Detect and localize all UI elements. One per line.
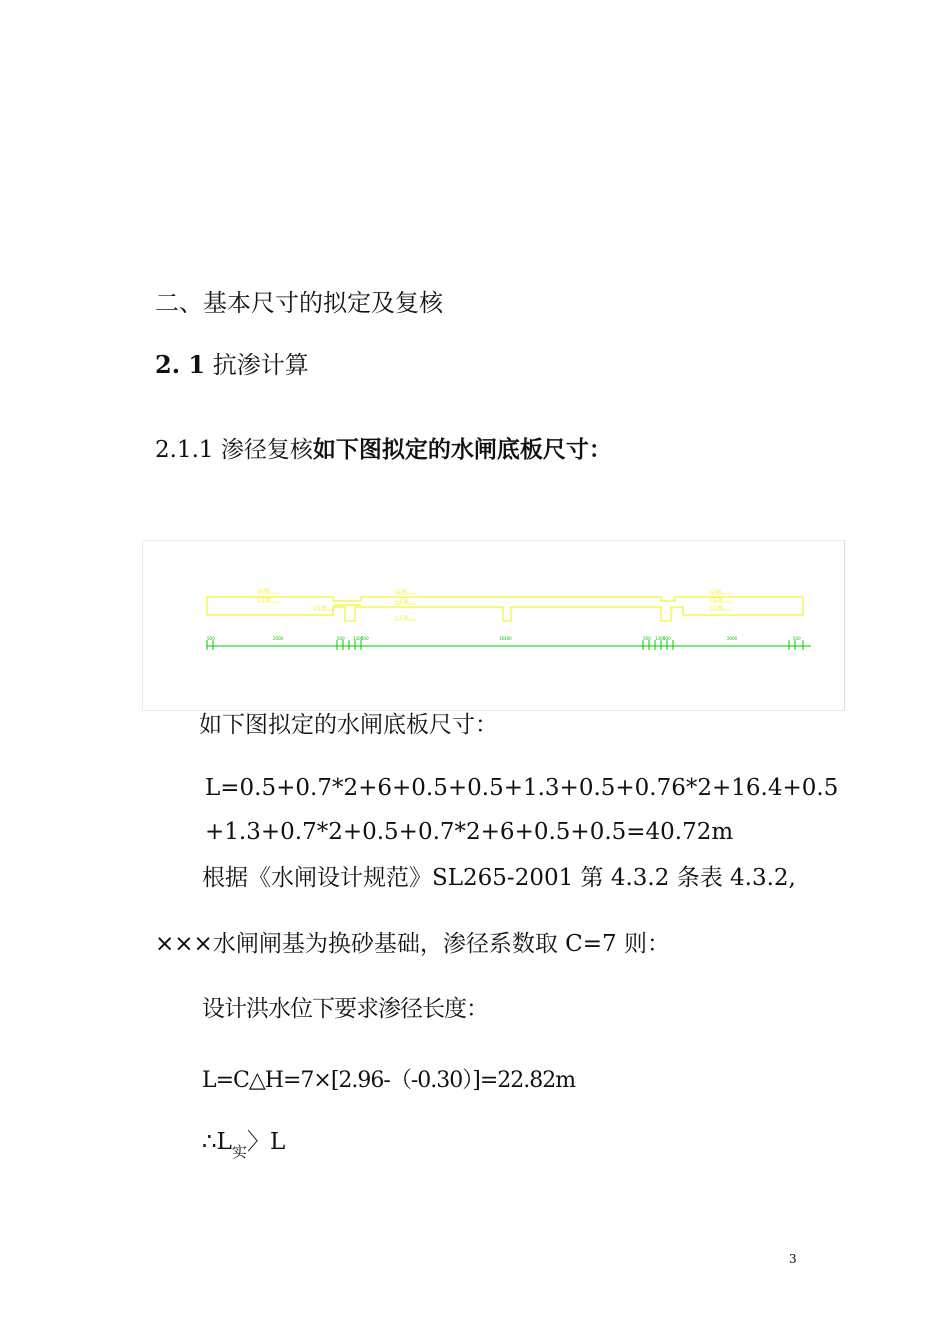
cad-drawing-svg bbox=[143, 541, 846, 712]
page-number: 3 bbox=[789, 1252, 797, 1266]
p2-e: 条表 bbox=[669, 865, 731, 891]
subsection-heading bbox=[155, 350, 309, 379]
level-label: ▽2.96 bbox=[257, 588, 269, 593]
dimension-label: 500 bbox=[337, 636, 345, 641]
p2-a: 根据《水闸设计规范》 bbox=[202, 865, 432, 891]
sluice-floor-drawing bbox=[142, 540, 845, 711]
level-label: ▽-2.90 bbox=[709, 605, 723, 610]
level-label: ▽2.96 bbox=[395, 589, 407, 594]
dimension-label: 500 bbox=[793, 636, 801, 641]
level-label: ▽-1.50 bbox=[395, 615, 409, 620]
dimension-label: 500 bbox=[663, 636, 671, 641]
subsection-number: 2. 1 bbox=[155, 350, 206, 379]
paragraph-3 bbox=[155, 933, 670, 956]
dimension-label: 2000 bbox=[273, 636, 284, 641]
dimension-label: 500 bbox=[207, 636, 215, 641]
p2-c: 第 bbox=[573, 865, 611, 891]
dimension-line bbox=[207, 640, 811, 650]
subsection-title: 抗渗计算 bbox=[212, 351, 309, 379]
dimension-label: 2000 bbox=[727, 636, 738, 641]
subsubsection-heading bbox=[155, 439, 612, 462]
level-label: ▽-0.30 bbox=[395, 599, 409, 604]
formula-line-2: +1.3+0.7*2+0.5+0.7*2+6+0.5+0.5=40.72m bbox=[205, 819, 734, 845]
p3-c: 则： bbox=[616, 931, 670, 957]
subsubsection-prefix: 2.1.1 渗径复核 bbox=[155, 437, 313, 463]
p2-d: 4.3.2 bbox=[610, 865, 670, 891]
p2-b: SL265-2001 bbox=[432, 865, 574, 891]
dimension-label: 500 bbox=[361, 636, 369, 641]
level-label: ▽-2.50 bbox=[257, 597, 271, 602]
level-label: ▽-2.90 bbox=[313, 605, 327, 610]
dimension-label: 1300 bbox=[353, 636, 364, 641]
dimension-label: 1300 bbox=[655, 636, 666, 641]
p2-f: 4.3.2, bbox=[730, 865, 796, 891]
conclusion bbox=[202, 1131, 285, 1160]
paragraph-4: 设计洪水位下要求渗径长度： bbox=[202, 996, 488, 1022]
subsubsection-bold-text: 如下图拟定的水闸底板尺寸： bbox=[312, 437, 612, 463]
formula-3: L=C△H=7×[2.96-（-0.30）]=22.82m bbox=[202, 1068, 576, 1093]
level-label: ▽-2.50 bbox=[709, 597, 723, 602]
dimension-labels bbox=[207, 636, 801, 641]
p3-a: ×××水闸闸基为换砂基础，渗径系数取 bbox=[155, 931, 566, 957]
dimension-label: 16400 bbox=[499, 636, 512, 641]
paragraph-1: 如下图拟定的水闸底板尺寸： bbox=[199, 712, 498, 738]
p3-b: C=7 bbox=[565, 931, 617, 957]
section-heading: 二、基本尺寸的拟定及复核 bbox=[155, 289, 443, 317]
conclusion-a: ∴L bbox=[202, 1129, 232, 1155]
paragraph-2 bbox=[202, 867, 796, 890]
formula-line-1: L=0.5+0.7*2+6+0.5+0.5+1.3+0.5+0.76*2+16.4+0.5 bbox=[205, 775, 839, 801]
conclusion-sub: 实 bbox=[231, 1143, 247, 1161]
dimension-label: 500 bbox=[643, 636, 651, 641]
level-label: ▽2.96 bbox=[709, 589, 721, 594]
conclusion-b: 〉L bbox=[246, 1129, 286, 1155]
